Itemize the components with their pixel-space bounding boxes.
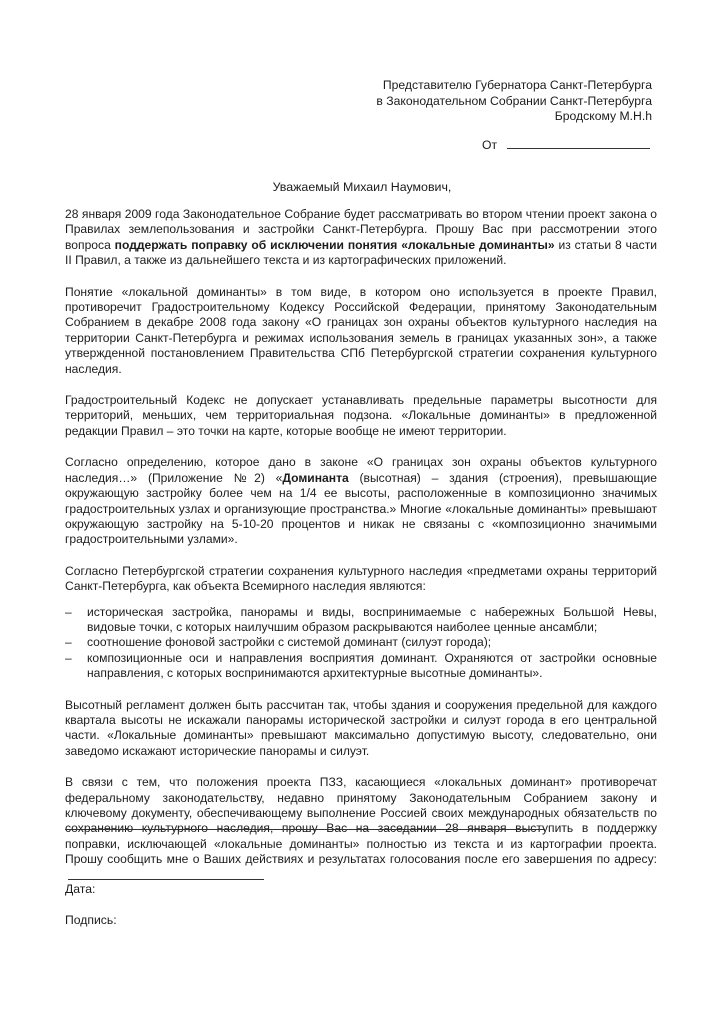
paragraph-1-bold: поддержать поправку об исключении понятия «локальные доминанты»	[114, 237, 555, 252]
paragraph-4-text-end: (высотная) – здания (строения), превышающие окружающую застройку более чем на 1/4 ее высоты, расположенные в композиционно значимых градостроительных узлах и организующие пространства.» Многие «локальные доминанты» превышают окружающую застройку на 5-10-20 процентов и никак не связаны с «композиционно значимыми градостроительными узлами».	[65, 470, 657, 547]
date-label: Дата:	[65, 882, 96, 896]
addressee-line-3: Бродскому М.Н.h	[554, 109, 652, 123]
paragraph-5: Согласно Петербургской стратегии сохранения культурного наследия «предметами охраны территорий Санкт-Петербурга, как объекта Всемирного наследия являются:	[65, 563, 657, 594]
paragraph-2: Понятие «локальной доминанты» в том виде, в котором оно используется в проекте Правил, противоречит Градостроительному Кодексу Российской Федерации, принятому Законодательным Собранием в декабре 2008 года закону «О границах зон охраны объектов культурного наследия на территории Санкт-Петербурга и режимах использования земель в границах указанных зон», а также утвержденной постановлением Правительства СПб Петербургской стратегии сохранения культурного наследия.	[65, 284, 657, 376]
paragraph-7-text: В связи с тем, что положения проекта ПЗЗ, касающиеся «локальных доминант» противоречат федеральному законодательству, недавно принятому Законодательным Собранием закону и ключевому документу, обеспечивающему выполнение Россией своих международных обязательств по сохранению культурного наследия, прошу Вас на заседании 28 января выступить в поддержку поправки, исключающей «локальные доминанты» полностью из текста и из картографии проекта. Прошу сообщить мне о Ваших действиях и результатах голосования после его завершения по адресу:	[65, 775, 657, 867]
paragraph-1	[65, 207, 657, 269]
addressee-block	[376, 78, 652, 125]
addressee-line-2: в Законодательном Собрании Санкт-Петербурга	[376, 93, 652, 108]
list-item: – композиционные оси и направления восприятия доминант. Охраняются от застройки основные направления, с которых воспринимаются архитектурные высотные доминанты».	[65, 651, 657, 682]
signature-label: Подпись:	[65, 913, 117, 927]
address-continuation-line	[65, 829, 545, 830]
paragraph-4-text: Согласно определению, которое дано в законе «О границах зон охраны объектов культурного наследия…» (Приложение №2) «	[65, 455, 657, 485]
from-field	[482, 137, 650, 152]
from-blank-line	[507, 137, 650, 149]
paragraph-4-bold: Доминанта	[282, 470, 349, 485]
salutation: Уважаемый Михаил Наумович,	[272, 180, 452, 194]
paragraph-4	[65, 455, 657, 547]
paragraph-6: Высотный регламент должен быть рассчитан так, чтобы здания и сооружения предельной для каждого квартала высоты не искажали панорамы исторической застройки и силуэт города в его центральной части. «Локальные доминанты» превышают максимально допустимую высоту, следовательно, они заведомо искажают исторические панорамы и силуэт.	[65, 697, 657, 758]
protection-list	[65, 605, 657, 682]
letter-body	[65, 207, 657, 900]
paragraph-3: Градостроительный Кодекс не допускает устанавливать предельные параметры высотности для территорий, меньших, чем территориальная подзона. «Локальные доминанты» в предложенной редакции Правил – это точки на карте, которые вообще не имеют территории.	[65, 393, 657, 438]
addressee-line-1: Представителю Губернатора Санкт-Петербурга	[382, 78, 652, 92]
list-item: – историческая застройка, панорамы и виды, воспринимаемые с набережных Большой Невы, видовые точки, с которых наилучшим образом раскрываются наиболее ценные ансамбли;	[65, 605, 657, 636]
from-label: От	[482, 138, 498, 152]
paragraph-1-text-end: из статьи 8 части II Правил, а также из дальнейшего текста и из картографических приложений.	[65, 237, 657, 268]
list-item: – соотношение фоновой застройки с системой доминант (силуэт города);	[65, 635, 657, 650]
paragraph-1-text: 28 января 2009 года Законодательное Собрание будет рассматривать во втором чтении проект закона о Правилах землепользования и застройки Санкт-Петербурга. Прошу Вас при рассмотрении этого вопроса	[65, 207, 657, 252]
address-blank-line	[68, 868, 264, 880]
